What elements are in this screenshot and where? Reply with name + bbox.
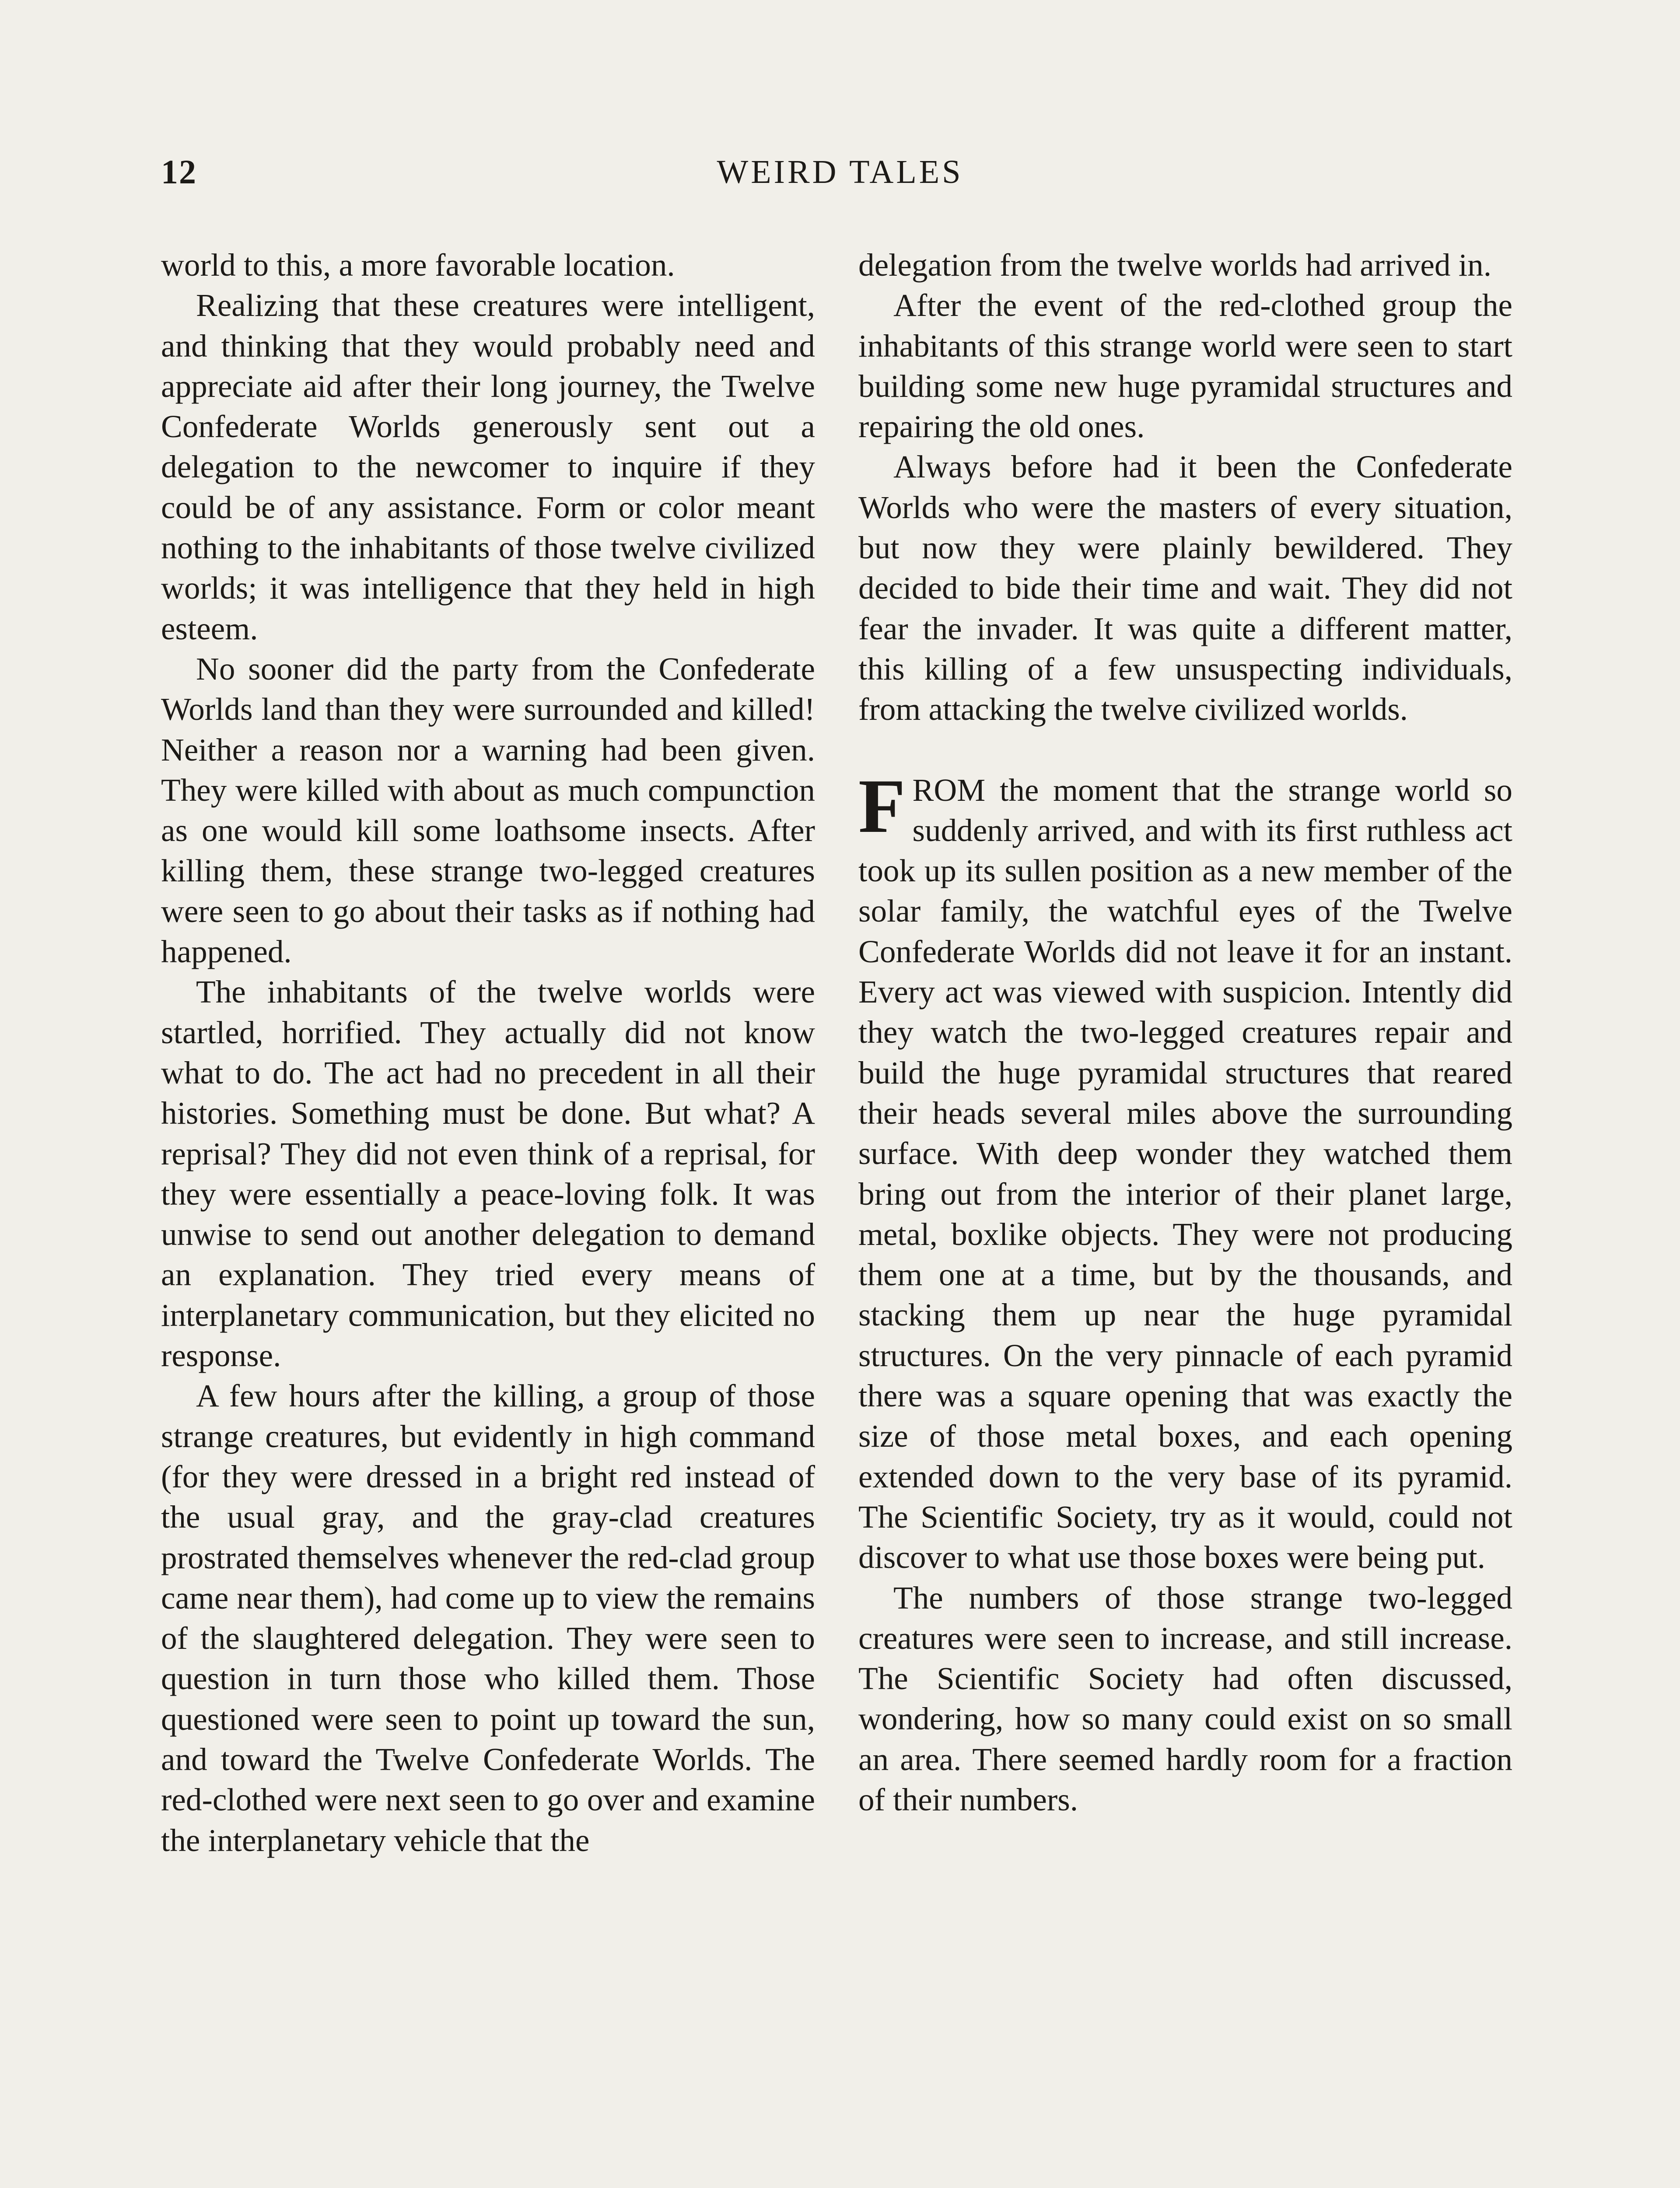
paragraph: A few hours after the killing, a group of those strange creatures, but evidently in high command (for they were dressed in a bright red instead of the usual gray, and the gray-clad creatures prostrated themselves whenever the red-clad group came near them), had come up to view the remains of the slaughtered delegation. They were seen to question in turn those who killed them. Those questioned were seen to point up toward the sun, and toward the Twelve Confederate Worlds. The red-clothed were next seen to go over and examine the interplanetary vehicle that the bbox=[161, 1378, 815, 1858]
paragraph: Realizing that these creatures were intelligent, and thinking that they would probably need and appreciate aid after their long journey, the Twelve Confederate Worlds generously sent out a delegation to the newcomer to inquire if they could be of any assistance. Form or color meant nothing to the inhabitants of those twelve civilized worlds; it was intelligence that they held in high esteem. bbox=[161, 288, 815, 646]
paragraph: world to this, a more favorable location. bbox=[161, 247, 675, 283]
paragraph: After the event of the red-clothed group the inhabitants of this strange world were seen to start building some new huge pyramidal structures and repairing the old ones. bbox=[858, 288, 1512, 445]
paragraph: No sooner did the party from the Confederate Worlds land than they were surrounded and killed! Neither a reason nor a warning had been given. They were killed with about as much compunction as one would kill some loathsome insects. After killing them, these strange two-legged creatures were seen to go about their tasks as if nothing had happened. bbox=[161, 651, 815, 970]
paragraph: The numbers of those strange two-legged creatures were seen to increase, and still increase. The Scientific Society had often discussed, wondering, how so many could exist on so small an area. There seemed hardly room for a fraction of their numbers. bbox=[858, 1580, 1512, 1817]
right-column bbox=[858, 245, 1512, 1820]
left-column bbox=[161, 245, 815, 1861]
paragraph: The inhabitants of the twelve worlds were startled, horrified. They actually did not know what to do. The act had no precedent in all their histories. Something must be done. But what? A reprisal? They did not even think of a reprisal, for they were essentially a peace-loving folk. It was unwise to send out another delegation to demand an explanation. They tried every means of interplanetary communication, but they elicited no response. bbox=[161, 974, 815, 1374]
paragraph: delegation from the twelve worlds had arrived in. bbox=[858, 247, 1492, 283]
section-start-paragraph: FROM the moment that the strange world so suddenly arrived, and with its first ruthless act took up its sullen position as a new member of the solar family, the watchful eyes of the Twelve Confederate Worlds did not leave it for an instant. Every act was viewed with suspicion. Intently did they watch the two-legged creatures repair and build the huge pyramidal structures that reared their heads several miles above the surrounding surface. With deep wonder they watched them bring out from the interior of their planet large, metal, boxlike objects. They were not producing them one at a time, but by the thousands, and stacking them up near the huge pyramidal structures. On the very pinnacle of each pyramid there was a square opening that was exactly the size of those metal boxes, and each opening extended down to the very base of its pyramid. The Scientific Society, try as it would, could not discover to what use those boxes were being put. bbox=[858, 763, 1512, 1575]
page-number: 12 bbox=[161, 153, 197, 191]
running-header-title: WEIRD TALES bbox=[717, 154, 963, 190]
paragraph: Always before had it been the Confederate Worlds who were the masters of every situation, but now they were plainly bewildered. They decided to bide their time and wait. They did not fear the invader. It was quite a different matter, this killing of a few unsuspecting individuals, from attacking the twelve civilized worlds. bbox=[858, 449, 1512, 727]
